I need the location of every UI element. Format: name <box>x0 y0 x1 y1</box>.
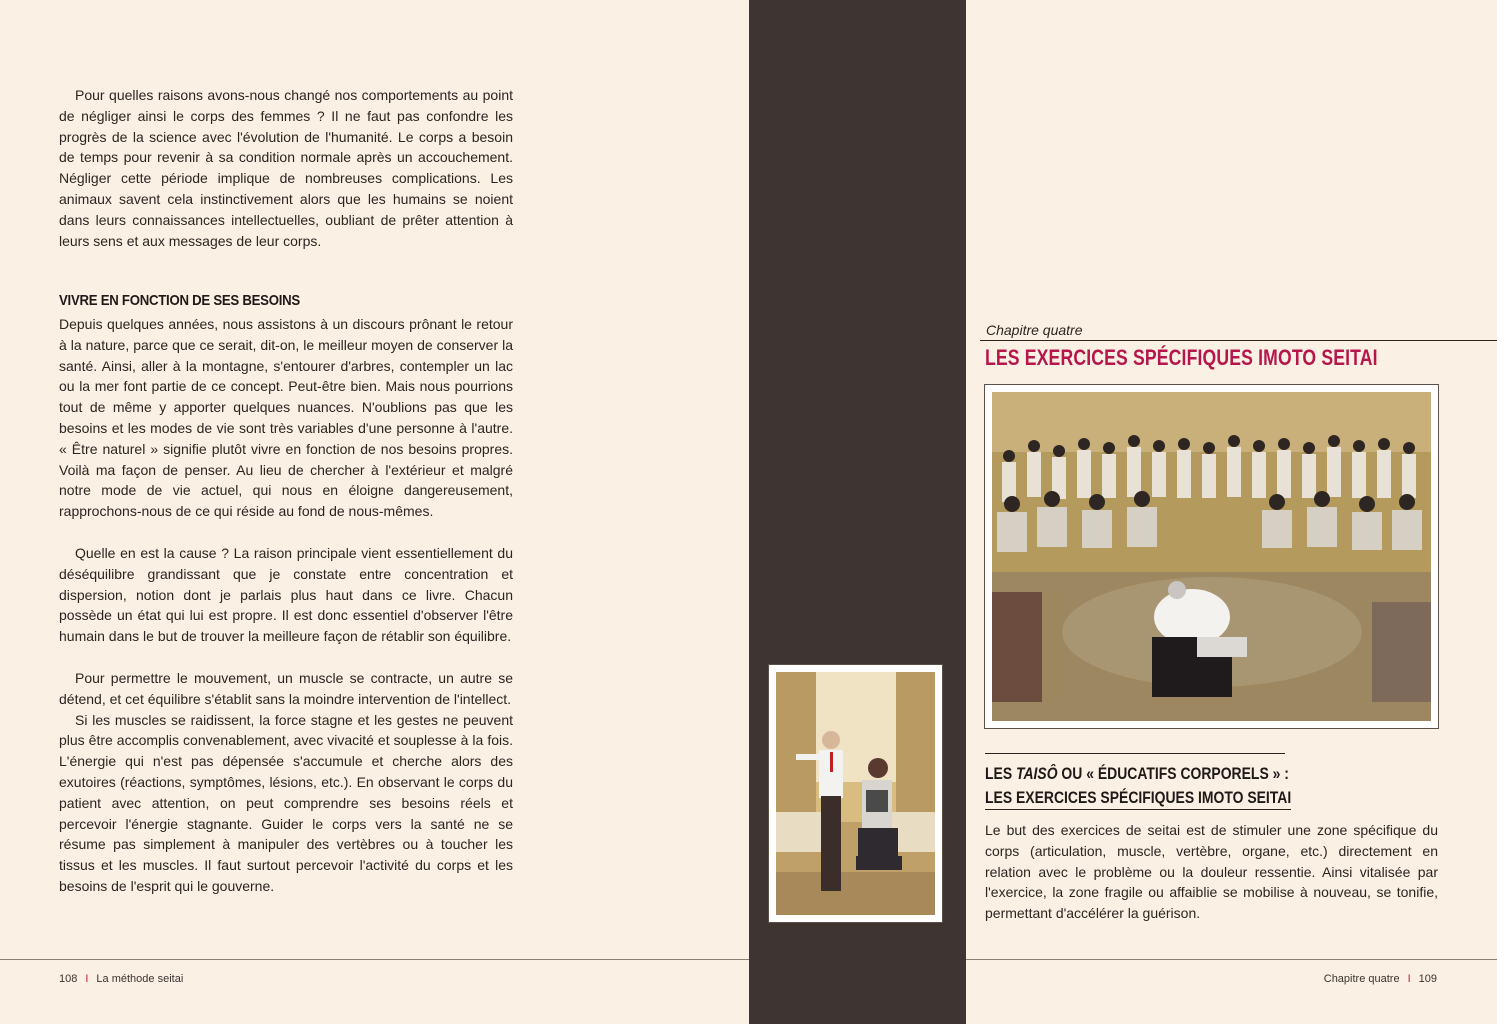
footer-rule-right <box>966 959 1497 960</box>
footer-left: 108 I La méthode seitai <box>59 973 184 985</box>
running-title-right: Chapitre quatre <box>1323 973 1400 985</box>
running-title-left: La méthode seitai <box>96 973 184 985</box>
paragraph-1: Pour quelles raisons avons-nous changé nos comportements au point de négliger ainsi le corps des femmes ? Il ne faut pas confondre les progrès de la science avec l'évolution de l'humanité. Le corps a besoin de temps pour revenir à sa condition normale après un accouchement. Négliger cette période implique de nombreuses complications. Les animaux savent cela instinctivement alors que les humains se noient dans leurs connaissances intellectuelles, oubliant de prêter attention à leurs sens et aux messages de leur corps. <box>59 87 513 249</box>
chapter-label: Chapitre quatre <box>986 322 1083 338</box>
subheading-rule-top <box>985 753 1285 754</box>
subheading-rule-bottom <box>985 809 1291 810</box>
left-paragraph-block-2 <box>59 314 513 897</box>
photo-demonstration <box>768 664 943 923</box>
paragraph-2: Depuis quelques années, nous assistons à un discours prônant le retour à la nature, parce que ce serait, dit-on, le meilleur moyen de conserver la santé. Ainsi, aller à la montagne, s'entourer d'arbres, contempler un lac ou la mer font partie de ce concept. Peut-être bien. Mais nous pourrions tout de même y apporter quelques nuances. N'oublions pas que les besoins et les modes de vie sont très variables d'une personne à l'autre. « Être naturel » signifie plutôt vivre en fonction de nos besoins propres. Voilà ma façon de penser. Au lieu de chercher à l'extérieur et malgré notre mode de vie actuel, qui nous en éloigne dangereusement, rapprochons-nous de ce qui réside au fond de nous-mêmes. <box>59 316 513 520</box>
chapter-title: LES EXERCICES SPÉCIFIQUES IMOTO SEITAI <box>985 345 1378 370</box>
photo-group-session-image <box>992 392 1431 721</box>
left-paragraph-block-1 <box>59 85 513 251</box>
sub-heading-line-2: LES EXERCICES SPÉCIFIQUES IMOTO SEITAI <box>985 788 1292 807</box>
page-number-right: 109 <box>1418 973 1437 985</box>
photo-group-session <box>984 384 1439 729</box>
paragraph-3: Quelle en est la cause ? La raison principale vient essentiellement du déséquilibre grandissant que je constate entre concentration et dispersion, notion dont je parlais plus haut dans ce livre. Chacun possède un état qui lui est propre. Il est donc essentiel d'observer l'être humain dans le but de trouver la meilleure façon de rétablir son équilibre. <box>59 544 513 645</box>
sub-heading-line-1: LES TAISÔ OU « ÉDUCATIFS CORPORELS » : <box>985 764 1289 783</box>
chapter-rule <box>980 340 1497 341</box>
paragraph-5: Si les muscles se raidissent, la force stagne et les gestes ne peuvent plus être accomplis convenablement, avec vivacité et souplesse à la fois. L'énergie qui n'est pas dépensée s'accumule et cherche alors des exutoires (réactions, symptômes, lésions, etc.). En observant le corps du patient avec attention, on peut comprendre ses besoins réels et percevoir l'énergie stagnante. Guider le corps vers la santé ne se résume pas simplement à manipuler des vertèbres ou à toucher les tissus et les muscles. Il faut surtout percevoir l'activité du corps et les besoins de l'esprit qui le gouverne. <box>59 711 513 894</box>
paragraph-4: Pour permettre le mouvement, un muscle se contracte, un autre se détend, et cet équilibre s'établit sans la moindre intervention de l'intellect. <box>59 669 513 707</box>
footer-rule-left <box>0 959 749 960</box>
right-paragraph <box>985 820 1438 924</box>
section-heading: VIVRE EN FONCTION DE SES BESOINS <box>59 292 300 309</box>
sub-heading <box>985 762 1291 810</box>
photo-demonstration-image <box>776 672 935 915</box>
footer-right: Chapitre quatre I 109 <box>1323 973 1437 985</box>
right-paragraph-text: Le but des exercices de seitai est de stimuler une zone spécifique du corps (articulation, muscle, vertèbre, organe, etc.) directement en relation avec le problème ou la douleur ressentie. Ainsi vitalisée par l'exercice, la zone fragile ou affaiblie se mobilise à nouveau, se tonifie, permettant d'accélérer la guérison. <box>985 822 1438 922</box>
page-number-left: 108 <box>59 973 78 985</box>
